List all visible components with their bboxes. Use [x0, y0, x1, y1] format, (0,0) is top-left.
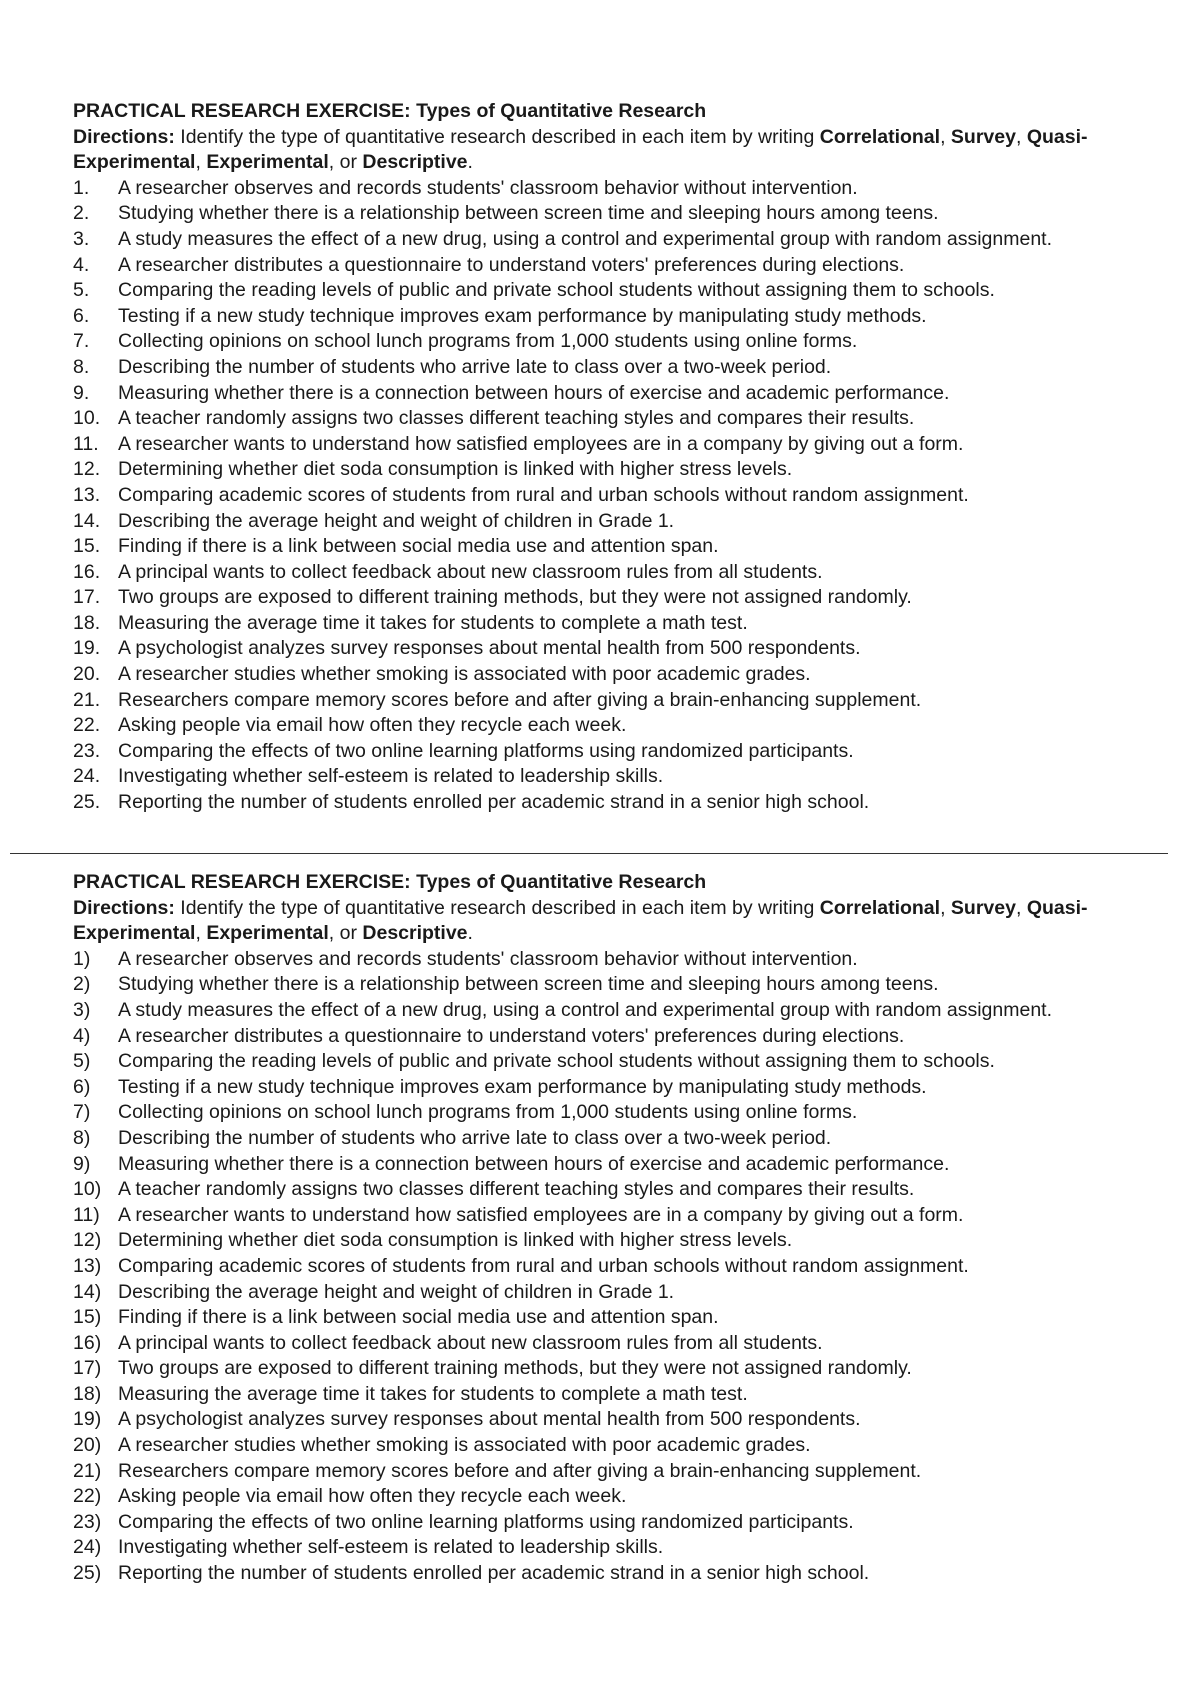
question-item: [73, 1535, 1153, 1561]
question-number: 15): [73, 1306, 102, 1329]
question-text: A researcher wants to understand how satisfied employees are in a company by giving out a form.: [118, 432, 964, 455]
question-item: [73, 1305, 1153, 1331]
question-text: Collecting opinions on school lunch programs from 1,000 students using online forms.: [118, 1101, 858, 1124]
question-item: [73, 1484, 1153, 1510]
separator: .: [467, 922, 473, 945]
question-item: [73, 1459, 1153, 1485]
question-text: Finding if there is a link between social media use and attention span.: [118, 1306, 719, 1329]
type-experimental: Experimental: [206, 151, 329, 174]
question-number: 3): [73, 998, 91, 1021]
question-item: [73, 1228, 1153, 1254]
question-item: [73, 304, 1153, 330]
exercise-section-1: [73, 99, 1153, 816]
question-number: 9.: [73, 381, 90, 404]
question-item: [73, 1433, 1153, 1459]
question-text: Testing if a new study technique improves exam performance by manipulating study methods.: [118, 304, 927, 327]
question-item: [73, 1049, 1153, 1075]
question-number: 1): [73, 947, 91, 970]
question-item: [73, 972, 1153, 998]
question-item: [73, 1075, 1153, 1101]
question-text: Describing the number of students who arrive late to class over a two-week period.: [118, 355, 832, 378]
question-number: 20): [73, 1434, 102, 1457]
question-number: 2.: [73, 202, 90, 225]
question-number: 12): [73, 1229, 102, 1252]
question-text: A principal wants to collect feedback about new classroom rules from all students.: [118, 1331, 823, 1354]
type-quasi-experimental: Quasi-Experimental: [73, 896, 1088, 945]
question-item: [73, 790, 1153, 816]
question-number: 10.: [73, 407, 101, 430]
question-item: [73, 585, 1153, 611]
question-number: 2): [73, 973, 91, 996]
question-number: 6.: [73, 304, 90, 327]
separator: ,: [1015, 896, 1022, 919]
question-item: [73, 1177, 1153, 1203]
question-text: Determining whether diet soda consumption is linked with higher stress levels.: [118, 458, 793, 481]
question-item: [73, 611, 1153, 637]
directions-text: Identify the type of quantitative research described in each item by writing: [180, 896, 815, 919]
question-number: 15.: [73, 535, 101, 558]
question-item: [73, 1203, 1153, 1229]
question-item: [73, 947, 1153, 973]
question-item: [73, 1152, 1153, 1178]
question-number: 5): [73, 1050, 91, 1073]
question-number: 25.: [73, 791, 101, 814]
type-survey: Survey: [950, 125, 1016, 148]
separator: , or: [328, 151, 357, 174]
question-text: A researcher distributes a questionnaire to understand voters' preferences during elections.: [118, 253, 905, 276]
question-text: A study measures the effect of a new drug, using a control and experimental group with random assignment.: [118, 998, 1053, 1021]
question-number: 24): [73, 1536, 102, 1559]
question-item: [73, 227, 1153, 253]
question-text: A researcher observes and records students' classroom behavior without intervention.: [118, 947, 858, 970]
question-number: 14.: [73, 509, 101, 532]
question-item: [73, 1126, 1153, 1152]
title-topic: Types of Quantitative Research: [416, 100, 707, 122]
separator: ,: [1015, 125, 1022, 148]
directions: [73, 896, 1153, 947]
question-text: Studying whether there is a relationship between screen time and sleeping hours among teens.: [118, 973, 939, 996]
question-number: 8.: [73, 355, 90, 378]
question-item: [73, 662, 1153, 688]
question-item: [73, 1254, 1153, 1280]
question-text: Measuring the average time it takes for students to complete a math test.: [118, 1382, 748, 1405]
question-text: Investigating whether self-esteem is related to leadership skills.: [118, 1536, 664, 1559]
question-number: 16): [73, 1331, 102, 1354]
question-item: [73, 432, 1153, 458]
question-text: Describing the number of students who arrive late to class over a two-week period.: [118, 1126, 832, 1149]
question-item: [73, 713, 1153, 739]
question-item: [73, 739, 1153, 765]
question-number: 1.: [73, 176, 90, 199]
question-number: 7.: [73, 330, 90, 353]
question-text: Determining whether diet soda consumption is linked with higher stress levels.: [118, 1229, 793, 1252]
cut-line-divider: [10, 853, 1168, 854]
question-text: Investigating whether self-esteem is related to leadership skills.: [118, 765, 664, 788]
question-number: 18.: [73, 611, 101, 634]
question-text: A researcher observes and records students' classroom behavior without intervention.: [118, 176, 858, 199]
question-text: Studying whether there is a relationship between screen time and sleeping hours among teens.: [118, 202, 939, 225]
question-text: Two groups are exposed to different training methods, but they were not assigned randomly.: [118, 1357, 912, 1380]
question-item: [73, 1510, 1153, 1536]
question-text: Testing if a new study technique improves exam performance by manipulating study methods.: [118, 1075, 927, 1098]
directions-label: Directions:: [73, 125, 175, 148]
question-number: 6): [73, 1075, 91, 1098]
directions-label: Directions:: [73, 896, 175, 919]
separator: ,: [195, 151, 201, 174]
question-text: Comparing academic scores of students from rural and urban schools without random assignment.: [118, 1254, 969, 1277]
question-number: 22.: [73, 714, 101, 737]
exercise-title: [73, 99, 1153, 125]
question-item: [73, 329, 1153, 355]
question-number: 11): [73, 1203, 100, 1226]
directions-text: Identify the type of quantitative research described in each item by writing: [180, 125, 815, 148]
type-descriptive: Descriptive: [362, 151, 468, 174]
question-item: [73, 483, 1153, 509]
question-text: A researcher studies whether smoking is associated with poor academic grades.: [118, 663, 811, 686]
title-label: PRACTICAL RESEARCH EXERCISE:: [73, 100, 411, 122]
question-item: [73, 534, 1153, 560]
question-text: A researcher studies whether smoking is associated with poor academic grades.: [118, 1434, 811, 1457]
question-item: [73, 1407, 1153, 1433]
question-text: A psychologist analyzes survey responses about mental health from 500 respondents.: [118, 637, 861, 660]
question-number: 20.: [73, 663, 101, 686]
question-number: 19): [73, 1408, 102, 1431]
question-number: 19.: [73, 637, 101, 660]
question-number: 21.: [73, 688, 101, 711]
question-text: A psychologist analyzes survey responses about mental health from 500 respondents.: [118, 1408, 861, 1431]
question-number: 10): [73, 1178, 102, 1201]
question-number: 3.: [73, 227, 90, 250]
question-text: Collecting opinions on school lunch programs from 1,000 students using online forms.: [118, 330, 858, 353]
question-number: 17.: [73, 586, 101, 609]
question-text: Researchers compare memory scores before and after giving a brain-enhancing supplement.: [118, 1459, 922, 1482]
type-experimental: Experimental: [206, 922, 329, 945]
question-item: [73, 1100, 1153, 1126]
type-correlational: Correlational: [819, 896, 941, 919]
title-label: PRACTICAL RESEARCH EXERCISE:: [73, 871, 411, 893]
question-text: Measuring whether there is a connection between hours of exercise and academic performance.: [118, 1152, 950, 1175]
question-item: [73, 1331, 1153, 1357]
question-item: [73, 1280, 1153, 1306]
question-item: [73, 406, 1153, 432]
question-item: [73, 278, 1153, 304]
question-number: 4): [73, 1024, 91, 1047]
exercise-section-2: [73, 870, 1153, 1587]
type-correlational: Correlational: [819, 125, 941, 148]
separator: ,: [940, 125, 946, 148]
question-item: [73, 509, 1153, 535]
question-number: 25): [73, 1562, 102, 1585]
question-text: A researcher wants to understand how satisfied employees are in a company by giving out a form.: [118, 1203, 964, 1226]
question-text: Comparing the effects of two online learning platforms using randomized participants.: [118, 739, 854, 762]
question-text: A teacher randomly assigns two classes different teaching styles and compares their results.: [118, 1178, 915, 1201]
question-number: 18): [73, 1382, 102, 1405]
question-text: Measuring the average time it takes for students to complete a math test.: [118, 611, 748, 634]
question-text: Describing the average height and weight of children in Grade 1.: [118, 1280, 675, 1303]
question-number: 24.: [73, 765, 101, 788]
question-item: [73, 764, 1153, 790]
question-item: [73, 1561, 1153, 1587]
type-quasi-experimental: Quasi-Experimental: [73, 125, 1088, 174]
question-number: 16.: [73, 560, 101, 583]
question-item: [73, 176, 1153, 202]
question-number: 21): [73, 1459, 102, 1482]
question-text: A teacher randomly assigns two classes different teaching styles and compares their results.: [118, 407, 915, 430]
question-number: 22): [73, 1485, 102, 1508]
question-text: Comparing the reading levels of public and private school students without assigning them to schools.: [118, 279, 995, 302]
question-item: [73, 381, 1153, 407]
question-text: A study measures the effect of a new drug, using a control and experimental group with random assignment.: [118, 227, 1053, 250]
question-number: 17): [73, 1357, 102, 1380]
title-topic: Types of Quantitative Research: [416, 871, 707, 893]
type-survey: Survey: [950, 896, 1016, 919]
question-number: 7): [73, 1101, 91, 1124]
separator: ,: [940, 896, 946, 919]
question-number: 12.: [73, 458, 101, 481]
question-item: [73, 1356, 1153, 1382]
question-text: A researcher distributes a questionnaire to understand voters' preferences during elections.: [118, 1024, 905, 1047]
question-text: Two groups are exposed to different training methods, but they were not assigned randomly.: [118, 586, 912, 609]
question-item: [73, 560, 1153, 586]
question-number: 14): [73, 1280, 102, 1303]
question-text: A principal wants to collect feedback about new classroom rules from all students.: [118, 560, 823, 583]
question-number: 5.: [73, 279, 90, 302]
separator: ,: [195, 922, 201, 945]
question-text: Reporting the number of students enrolled per academic strand in a senior high school.: [118, 1562, 870, 1585]
type-descriptive: Descriptive: [362, 922, 468, 945]
question-item: [73, 636, 1153, 662]
directions: [73, 125, 1153, 176]
question-item: [73, 201, 1153, 227]
item-list: [73, 947, 1153, 1587]
exercise-title: [73, 870, 1153, 896]
question-number: 8): [73, 1126, 91, 1149]
separator: .: [467, 151, 473, 174]
question-number: 11.: [73, 432, 99, 455]
question-item: [73, 457, 1153, 483]
item-list: [73, 176, 1153, 816]
question-number: 23): [73, 1510, 102, 1533]
question-text: Reporting the number of students enrolled per academic strand in a senior high school.: [118, 791, 870, 814]
question-item: [73, 1382, 1153, 1408]
question-number: 23.: [73, 739, 101, 762]
separator: , or: [328, 922, 357, 945]
question-text: Finding if there is a link between social media use and attention span.: [118, 535, 719, 558]
question-item: [73, 355, 1153, 381]
question-number: 9): [73, 1152, 91, 1175]
question-text: Describing the average height and weight of children in Grade 1.: [118, 509, 675, 532]
question-item: [73, 1024, 1153, 1050]
question-text: Asking people via email how often they recycle each week.: [118, 1485, 627, 1508]
question-text: Measuring whether there is a connection between hours of exercise and academic performance.: [118, 381, 950, 404]
question-text: Researchers compare memory scores before and after giving a brain-enhancing supplement.: [118, 688, 922, 711]
question-text: Comparing the effects of two online learning platforms using randomized participants.: [118, 1510, 854, 1533]
question-item: [73, 253, 1153, 279]
question-number: 13): [73, 1254, 102, 1277]
question-text: Comparing academic scores of students from rural and urban schools without random assignment.: [118, 483, 969, 506]
question-number: 4.: [73, 253, 90, 276]
question-text: Asking people via email how often they recycle each week.: [118, 714, 627, 737]
question-item: [73, 688, 1153, 714]
question-number: 13.: [73, 483, 101, 506]
question-item: [73, 998, 1153, 1024]
question-text: Comparing the reading levels of public and private school students without assigning them to schools.: [118, 1050, 995, 1073]
